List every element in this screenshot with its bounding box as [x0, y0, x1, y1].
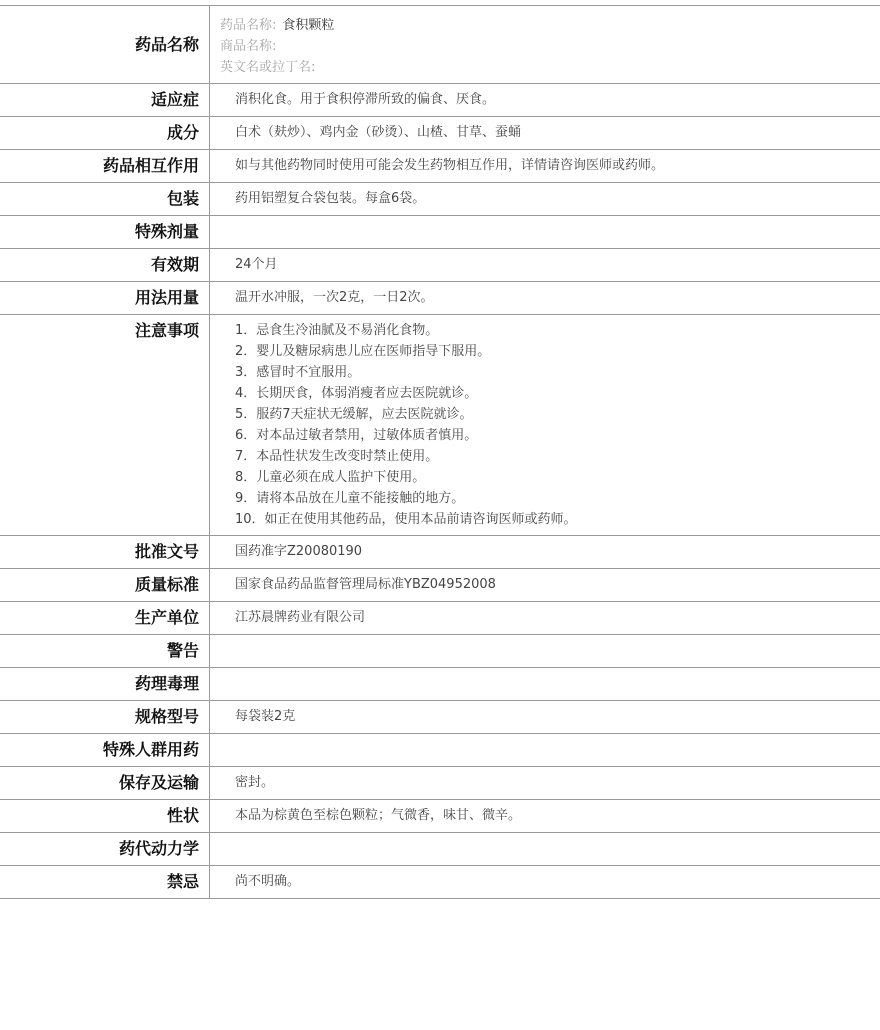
row-header: 用法用量 — [0, 282, 210, 315]
row-value: 国家食品药品监督管理局标准YBZ04952008 — [235, 577, 496, 592]
row-indications — [0, 84, 880, 117]
drug-info-table — [0, 5, 880, 899]
row-value: 温开水冲服，一次2克，一日2次。 — [235, 290, 434, 305]
row-special-groups — [0, 734, 880, 767]
row-appearance — [0, 800, 880, 833]
row-header: 注意事项 — [0, 315, 210, 536]
name-cell — [210, 6, 880, 84]
precautions-list — [210, 315, 880, 536]
row-warning — [0, 635, 880, 668]
row-value — [210, 216, 880, 249]
row-value: 本品为棕黄色至棕色颗粒；气微香，味甘、微辛。 — [235, 808, 522, 823]
row-value — [210, 668, 880, 701]
row-ingredients — [0, 117, 880, 150]
generic-name-value: 食积颗粒 — [282, 18, 335, 33]
row-contraindications — [0, 866, 880, 899]
row-value — [210, 635, 880, 668]
precaution-item: 10．如正在使用其他药品，使用本品前请咨询医师或药师。 — [235, 512, 577, 527]
row-header: 警告 — [0, 635, 210, 668]
row-value: 尚不明确。 — [235, 874, 301, 889]
row-pharmacokinetics — [0, 833, 880, 866]
row-header: 药理毒理 — [0, 668, 210, 701]
row-header: 包装 — [0, 183, 210, 216]
row-header: 批准文号 — [0, 536, 210, 569]
row-header: 禁忌 — [0, 866, 210, 899]
row-usage — [0, 282, 880, 315]
precaution-item: 7．本品性状发生改变时禁止使用。 — [235, 449, 439, 464]
row-quality-standard — [0, 569, 880, 602]
row-header: 质量标准 — [0, 569, 210, 602]
row-storage — [0, 767, 880, 800]
row-header: 药代动力学 — [0, 833, 210, 866]
row-value: 密封。 — [235, 775, 275, 790]
precaution-item: 2．婴儿及糖尿病患儿应在医师指导下服用。 — [235, 344, 491, 359]
generic-name-label: 药品名称: — [220, 18, 277, 33]
row-manufacturer — [0, 602, 880, 635]
row-header: 药品名称 — [0, 6, 210, 84]
row-toxicology — [0, 668, 880, 701]
row-value: 白术（麸炒）、鸡内金（砂烫）、山楂、甘草、蚕蛹 — [235, 125, 522, 140]
row-value: 江苏晨牌药业有限公司 — [235, 610, 366, 625]
precaution-item: 5．服药7天症状无缓解，应去医院就诊。 — [235, 407, 473, 422]
row-drug-name — [0, 6, 880, 84]
row-value: 如与其他药物同时使用可能会发生药物相互作用，详情请咨询医师或药师。 — [235, 158, 665, 173]
row-value: 每袋装2克 — [235, 709, 296, 724]
precaution-item: 9．请将本品放在儿童不能接触的地方。 — [235, 491, 465, 506]
row-header: 性状 — [0, 800, 210, 833]
english-name-label: 英文名或拉丁名: — [220, 60, 316, 75]
english-name-line — [220, 57, 872, 78]
row-specification — [0, 701, 880, 734]
row-precautions — [0, 315, 880, 536]
trade-name-label: 商品名称: — [220, 39, 277, 54]
precaution-item: 3．感冒时不宜服用。 — [235, 365, 361, 380]
row-header: 规格型号 — [0, 701, 210, 734]
row-shelf-life — [0, 249, 880, 282]
row-value — [210, 734, 880, 767]
row-value — [210, 833, 880, 866]
row-header: 生产单位 — [0, 602, 210, 635]
row-approval-number — [0, 536, 880, 569]
row-interactions — [0, 150, 880, 183]
precaution-item: 1．忌食生冷油腻及不易消化食物。 — [235, 323, 439, 338]
row-value: 消积化食。用于食积停滞所致的偏食、厌食。 — [235, 92, 496, 107]
row-packaging — [0, 183, 880, 216]
trade-name-line — [220, 36, 872, 57]
row-header: 药品相互作用 — [0, 150, 210, 183]
row-header: 适应症 — [0, 84, 210, 117]
row-header: 特殊人群用药 — [0, 734, 210, 767]
row-header: 有效期 — [0, 249, 210, 282]
row-header: 保存及运输 — [0, 767, 210, 800]
generic-name-line — [220, 15, 872, 36]
precaution-item: 6．对本品过敏者禁用，过敏体质者慎用。 — [235, 428, 478, 443]
row-value: 24个月 — [235, 257, 278, 272]
row-value: 国药准字Z20080190 — [235, 544, 363, 559]
row-value: 药用铝塑复合袋包装。每盒6袋。 — [235, 191, 426, 206]
row-header: 成分 — [0, 117, 210, 150]
row-special-dosage — [0, 216, 880, 249]
precaution-item: 4．长期厌食，体弱消瘦者应去医院就诊。 — [235, 386, 478, 401]
row-header: 特殊剂量 — [0, 216, 210, 249]
precaution-item: 8．儿童必须在成人监护下使用。 — [235, 470, 426, 485]
